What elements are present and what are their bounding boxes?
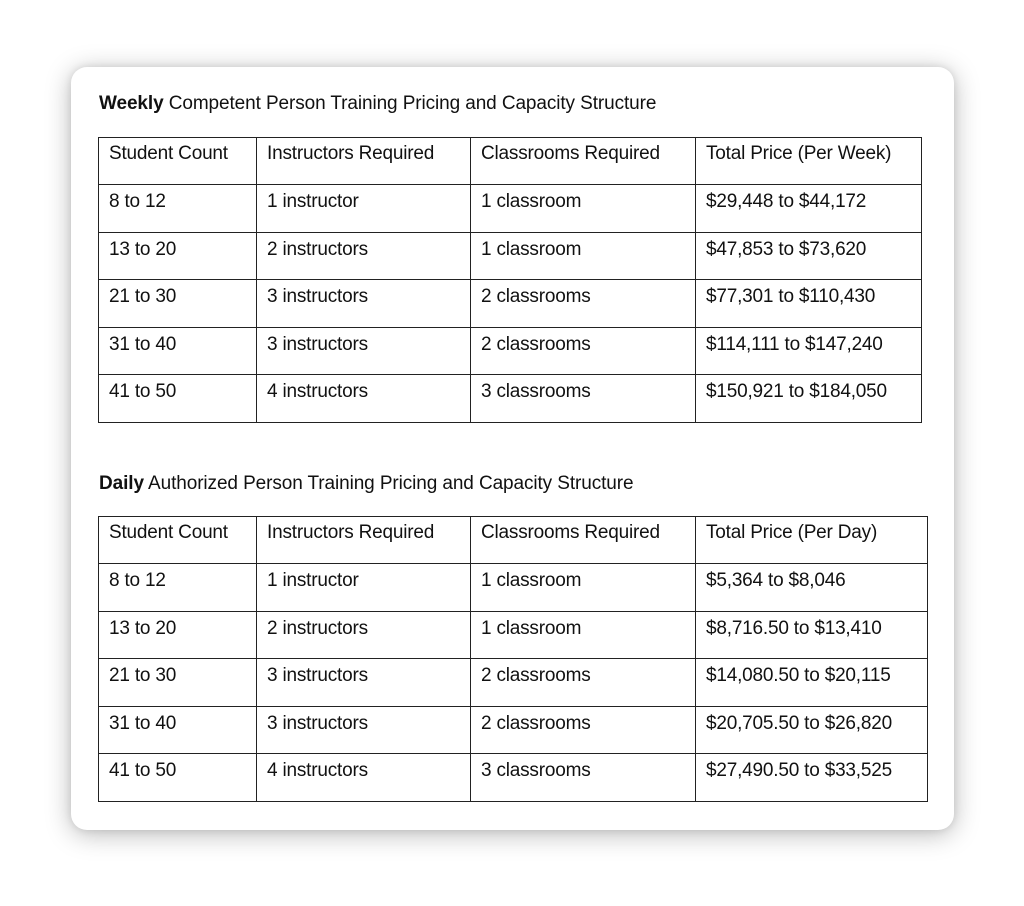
cell-student-count: 8 to 12 xyxy=(99,564,257,612)
cell-classrooms: 2 classrooms xyxy=(471,327,696,375)
header-classrooms-required: Classrooms Required xyxy=(471,517,696,564)
table-row xyxy=(99,375,922,423)
weekly-pricing-table xyxy=(98,137,922,423)
cell-student-count: 31 to 40 xyxy=(99,706,257,754)
table-header-row xyxy=(99,138,922,185)
cell-classrooms: 2 classrooms xyxy=(471,280,696,328)
cell-student-count: 8 to 12 xyxy=(99,185,257,233)
cell-total-price: $5,364 to $8,046 xyxy=(696,564,928,612)
cell-total-price: $47,853 to $73,620 xyxy=(696,232,922,280)
table-row xyxy=(99,611,928,659)
daily-title-bold: Daily xyxy=(99,473,144,494)
weekly-title-bold: Weekly xyxy=(99,93,164,114)
table-row xyxy=(99,280,922,328)
weekly-section-title xyxy=(99,93,656,115)
cell-instructors: 4 instructors xyxy=(257,375,471,423)
cell-classrooms: 2 classrooms xyxy=(471,659,696,707)
cell-classrooms: 1 classroom xyxy=(471,564,696,612)
daily-section-title xyxy=(99,473,633,495)
cell-total-price: $20,705.50 to $26,820 xyxy=(696,706,928,754)
cell-instructors: 2 instructors xyxy=(257,611,471,659)
table-row xyxy=(99,327,922,375)
cell-student-count: 41 to 50 xyxy=(99,375,257,423)
cell-classrooms: 2 classrooms xyxy=(471,706,696,754)
cell-total-price: $8,716.50 to $13,410 xyxy=(696,611,928,659)
table-header-row xyxy=(99,517,928,564)
header-student-count: Student Count xyxy=(99,138,257,185)
daily-title-rest: Authorized Person Training Pricing and Capacity Structure xyxy=(143,473,634,494)
cell-instructors: 3 instructors xyxy=(257,280,471,328)
cell-student-count: 13 to 20 xyxy=(99,611,257,659)
cell-instructors: 4 instructors xyxy=(257,754,471,802)
table-row xyxy=(99,659,928,707)
table-row xyxy=(99,185,922,233)
weekly-title-rest: Competent Person Training Pricing and Capacity Structure xyxy=(163,93,657,114)
header-student-count: Student Count xyxy=(99,517,257,564)
cell-total-price: $150,921 to $184,050 xyxy=(696,375,922,423)
table-row xyxy=(99,754,928,802)
cell-total-price: $27,490.50 to $33,525 xyxy=(696,754,928,802)
cell-student-count: 31 to 40 xyxy=(99,327,257,375)
cell-instructors: 3 instructors xyxy=(257,659,471,707)
cell-classrooms: 3 classrooms xyxy=(471,754,696,802)
cell-total-price: $14,080.50 to $20,115 xyxy=(696,659,928,707)
cell-instructors: 3 instructors xyxy=(257,706,471,754)
cell-classrooms: 3 classrooms xyxy=(471,375,696,423)
cell-instructors: 3 instructors xyxy=(257,327,471,375)
cell-classrooms: 1 classroom xyxy=(471,185,696,233)
header-instructors-required: Instructors Required xyxy=(257,517,471,564)
table-row xyxy=(99,564,928,612)
cell-total-price: $77,301 to $110,430 xyxy=(696,280,922,328)
cell-instructors: 1 instructor xyxy=(257,564,471,612)
cell-instructors: 2 instructors xyxy=(257,232,471,280)
header-classrooms-required: Classrooms Required xyxy=(471,138,696,185)
cell-student-count: 21 to 30 xyxy=(99,280,257,328)
cell-total-price: $29,448 to $44,172 xyxy=(696,185,922,233)
cell-classrooms: 1 classroom xyxy=(471,611,696,659)
cell-student-count: 13 to 20 xyxy=(99,232,257,280)
cell-instructors: 1 instructor xyxy=(257,185,471,233)
table-row xyxy=(99,706,928,754)
daily-pricing-table xyxy=(98,516,928,802)
cell-student-count: 21 to 30 xyxy=(99,659,257,707)
table-row xyxy=(99,232,922,280)
cell-total-price: $114,111 to $147,240 xyxy=(696,327,922,375)
header-instructors-required: Instructors Required xyxy=(257,138,471,185)
cell-classrooms: 1 classroom xyxy=(471,232,696,280)
header-total-price: Total Price (Per Day) xyxy=(696,517,928,564)
header-total-price: Total Price (Per Week) xyxy=(696,138,922,185)
cell-student-count: 41 to 50 xyxy=(99,754,257,802)
